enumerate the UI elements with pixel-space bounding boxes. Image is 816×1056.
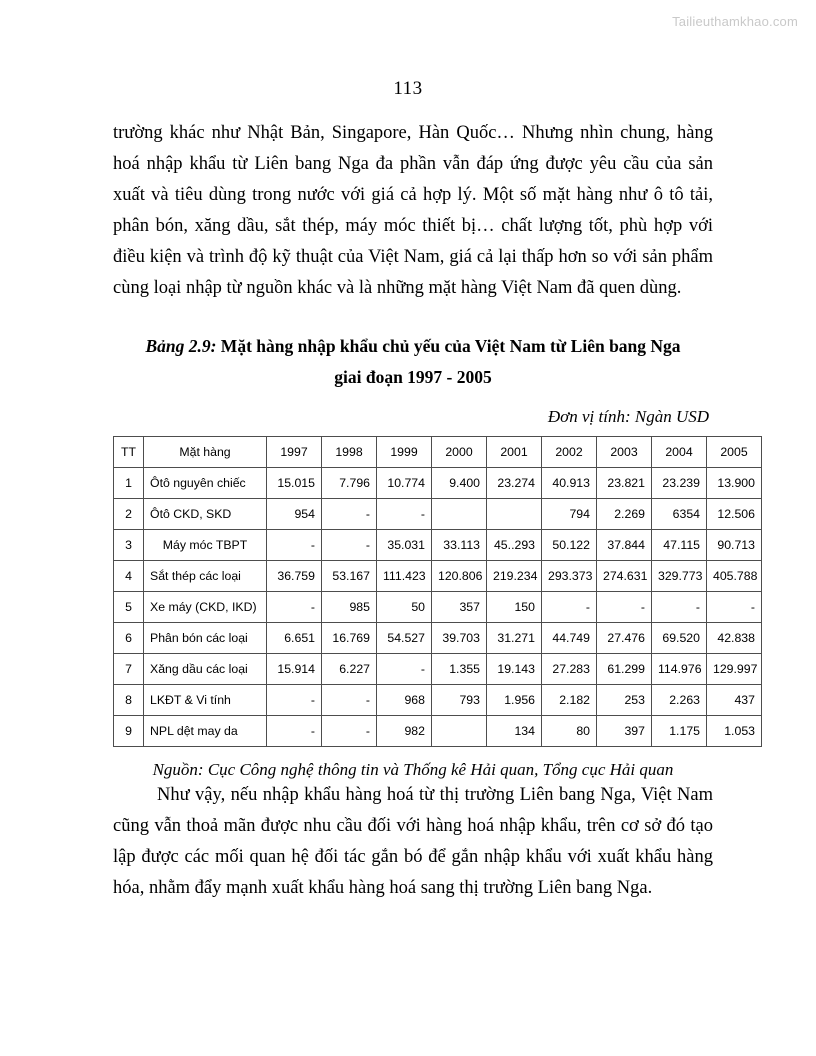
cell-2001: 45..293 bbox=[487, 530, 542, 561]
cell-2000 bbox=[432, 716, 487, 747]
cell-1999: - bbox=[377, 499, 432, 530]
cell-2000 bbox=[432, 499, 487, 530]
column-header-2002: 2002 bbox=[542, 437, 597, 468]
watermark-text: Tailieuthamkhao.com bbox=[672, 14, 798, 29]
cell-2005: 42.838 bbox=[707, 623, 762, 654]
cell-2000: 1.355 bbox=[432, 654, 487, 685]
table-header-row bbox=[114, 437, 762, 468]
cell-item: Máy móc TBPT bbox=[144, 530, 267, 561]
cell-2005: 12.506 bbox=[707, 499, 762, 530]
cell-2002: 27.283 bbox=[542, 654, 597, 685]
cell-2002: 293.373 bbox=[542, 561, 597, 592]
cell-2003: 23.821 bbox=[597, 468, 652, 499]
cell-2003: 37.844 bbox=[597, 530, 652, 561]
cell-item: Xăng dầu các loại bbox=[144, 654, 267, 685]
table-row bbox=[114, 592, 762, 623]
cell-1998: 16.769 bbox=[322, 623, 377, 654]
cell-2005: 13.900 bbox=[707, 468, 762, 499]
cell-tt: 7 bbox=[114, 654, 144, 685]
column-header-tt: TT bbox=[114, 437, 144, 468]
cell-2005: 129.997 bbox=[707, 654, 762, 685]
column-header-1999: 1999 bbox=[377, 437, 432, 468]
cell-1999: - bbox=[377, 654, 432, 685]
cell-1997: 954 bbox=[267, 499, 322, 530]
cell-2004: 114.976 bbox=[652, 654, 707, 685]
cell-2003: 27.476 bbox=[597, 623, 652, 654]
cell-2005: - bbox=[707, 592, 762, 623]
cell-2001: 219.234 bbox=[487, 561, 542, 592]
column-header-2003: 2003 bbox=[597, 437, 652, 468]
paragraph-conclusion: Như vậy, nếu nhập khẩu hàng hoá từ thị trường Liên bang Nga, Việt Nam cũng vẫn thoả mãn được nhu cầu đối với hàng hoá nhập khẩu, trên cơ sở đó tạo lập được các mối quan hệ đối tác gắn bó để gắn nhập khẩu với xuất khẩu hàng hóa, nhằm đẩy mạnh xuất khẩu hàng hoá sang thị trường Liên bang Nga. bbox=[113, 785, 713, 898]
cell-1997: 15.914 bbox=[267, 654, 322, 685]
cell-1999: 50 bbox=[377, 592, 432, 623]
cell-1997: - bbox=[267, 685, 322, 716]
cell-tt: 9 bbox=[114, 716, 144, 747]
table-row bbox=[114, 685, 762, 716]
cell-2004: 69.520 bbox=[652, 623, 707, 654]
cell-item: NPL dệt may da bbox=[144, 716, 267, 747]
cell-tt: 1 bbox=[114, 468, 144, 499]
cell-2005: 90.713 bbox=[707, 530, 762, 561]
table-header bbox=[114, 437, 762, 468]
cell-2001: 1.956 bbox=[487, 685, 542, 716]
import-goods-table bbox=[113, 436, 762, 747]
column-header-2005: 2005 bbox=[707, 437, 762, 468]
table-row bbox=[114, 530, 762, 561]
cell-2000: 39.703 bbox=[432, 623, 487, 654]
cell-2003: 253 bbox=[597, 685, 652, 716]
table-row bbox=[114, 716, 762, 747]
cell-2002: 50.122 bbox=[542, 530, 597, 561]
table-caption-period: giai đoạn 1997 - 2005 bbox=[334, 367, 492, 387]
cell-1998: - bbox=[322, 716, 377, 747]
cell-1998: - bbox=[322, 685, 377, 716]
cell-2002: 794 bbox=[542, 499, 597, 530]
table-row bbox=[114, 623, 762, 654]
table-row bbox=[114, 561, 762, 592]
column-header-1998: 1998 bbox=[322, 437, 377, 468]
cell-2001: 31.271 bbox=[487, 623, 542, 654]
cell-tt: 8 bbox=[114, 685, 144, 716]
cell-2001: 19.143 bbox=[487, 654, 542, 685]
cell-1999: 982 bbox=[377, 716, 432, 747]
cell-1997: - bbox=[267, 716, 322, 747]
column-header-1997: 1997 bbox=[267, 437, 322, 468]
cell-2003: - bbox=[597, 592, 652, 623]
paragraph-intro: trường khác như Nhật Bản, Singapore, Hàn Quốc… Nhưng nhìn chung, hàng hoá nhập khẩu từ Liên bang Nga đa phần vẫn đáp ứng được yêu cầu của sản xuất và tiêu dùng trong nước với giá cả hợp lý. Một số mặt hàng như ô tô tải, phân bón, xăng dầu, sắt thép, máy móc thiết bị… chất lượng tốt, phù hợp với điều kiện và trình độ kỹ thuật của Việt Nam, giá cả lại thấp hơn so với sản phẩm cùng loại nhập từ nguồn khác và là những mặt hàng Việt Nam đã quen dùng. bbox=[113, 123, 713, 298]
cell-item: Sắt thép các loại bbox=[144, 561, 267, 592]
cell-2000: 793 bbox=[432, 685, 487, 716]
table-row bbox=[114, 654, 762, 685]
cell-1997: - bbox=[267, 592, 322, 623]
cell-tt: 6 bbox=[114, 623, 144, 654]
table-row bbox=[114, 468, 762, 499]
cell-item: Phân bón các loại bbox=[144, 623, 267, 654]
cell-tt: 2 bbox=[114, 499, 144, 530]
cell-item: Xe máy (CKD, IKD) bbox=[144, 592, 267, 623]
cell-2001: 134 bbox=[487, 716, 542, 747]
cell-tt: 5 bbox=[114, 592, 144, 623]
cell-item: Ôtô CKD, SKD bbox=[144, 499, 267, 530]
cell-1997: 15.015 bbox=[267, 468, 322, 499]
table-unit-note: Đơn vị tính: Ngàn USD bbox=[547, 407, 709, 426]
cell-2004: 1.175 bbox=[652, 716, 707, 747]
cell-2001: 150 bbox=[487, 592, 542, 623]
cell-2003: 397 bbox=[597, 716, 652, 747]
cell-2004: 2.263 bbox=[652, 685, 707, 716]
table-caption-title: Mặt hàng nhập khẩu chủ yếu của Việt Nam từ Liên bang Nga bbox=[220, 336, 681, 356]
cell-1998: 7.796 bbox=[322, 468, 377, 499]
cell-1998: - bbox=[322, 499, 377, 530]
table-caption-number: Bảng 2.9: bbox=[145, 336, 217, 356]
cell-1997: 6.651 bbox=[267, 623, 322, 654]
cell-2000: 120.806 bbox=[432, 561, 487, 592]
cell-2005: 437 bbox=[707, 685, 762, 716]
cell-1998: 53.167 bbox=[322, 561, 377, 592]
page-content bbox=[113, 118, 758, 904]
column-header-2000: 2000 bbox=[432, 437, 487, 468]
cell-2003: 61.299 bbox=[597, 654, 652, 685]
cell-2004: 329.773 bbox=[652, 561, 707, 592]
cell-2002: 40.913 bbox=[542, 468, 597, 499]
cell-1999: 111.423 bbox=[377, 561, 432, 592]
cell-2005: 405.788 bbox=[707, 561, 762, 592]
cell-1999: 35.031 bbox=[377, 530, 432, 561]
table-body bbox=[114, 468, 762, 747]
column-header-2001: 2001 bbox=[487, 437, 542, 468]
cell-2004: 23.239 bbox=[652, 468, 707, 499]
cell-2003: 274.631 bbox=[597, 561, 652, 592]
cell-tt: 3 bbox=[114, 530, 144, 561]
cell-1997: - bbox=[267, 530, 322, 561]
cell-1999: 968 bbox=[377, 685, 432, 716]
table-source-note: Nguồn: Cục Công nghệ thông tin và Thống kê Hải quan, Tổng cục Hải quan bbox=[152, 760, 674, 779]
cell-1999: 10.774 bbox=[377, 468, 432, 499]
column-header-2004: 2004 bbox=[652, 437, 707, 468]
cell-2002: - bbox=[542, 592, 597, 623]
table-row bbox=[114, 499, 762, 530]
cell-2000: 9.400 bbox=[432, 468, 487, 499]
cell-1998: - bbox=[322, 530, 377, 561]
cell-tt: 4 bbox=[114, 561, 144, 592]
cell-2003: 2.269 bbox=[597, 499, 652, 530]
cell-2001: 23.274 bbox=[487, 468, 542, 499]
cell-1998: 985 bbox=[322, 592, 377, 623]
cell-2002: 80 bbox=[542, 716, 597, 747]
cell-1997: 36.759 bbox=[267, 561, 322, 592]
cell-1998: 6.227 bbox=[322, 654, 377, 685]
cell-2004: - bbox=[652, 592, 707, 623]
page-number: 113 bbox=[393, 78, 423, 99]
cell-item: Ôtô nguyên chiếc bbox=[144, 468, 267, 499]
cell-2000: 33.113 bbox=[432, 530, 487, 561]
cell-2004: 6354 bbox=[652, 499, 707, 530]
table-caption bbox=[113, 331, 713, 362]
cell-2001 bbox=[487, 499, 542, 530]
cell-2000: 357 bbox=[432, 592, 487, 623]
cell-1999: 54.527 bbox=[377, 623, 432, 654]
cell-2002: 2.182 bbox=[542, 685, 597, 716]
cell-item: LKĐT & Vi tính bbox=[144, 685, 267, 716]
column-header-item: Mặt hàng bbox=[144, 437, 267, 468]
cell-2002: 44.749 bbox=[542, 623, 597, 654]
cell-2004: 47.115 bbox=[652, 530, 707, 561]
cell-2005: 1.053 bbox=[707, 716, 762, 747]
